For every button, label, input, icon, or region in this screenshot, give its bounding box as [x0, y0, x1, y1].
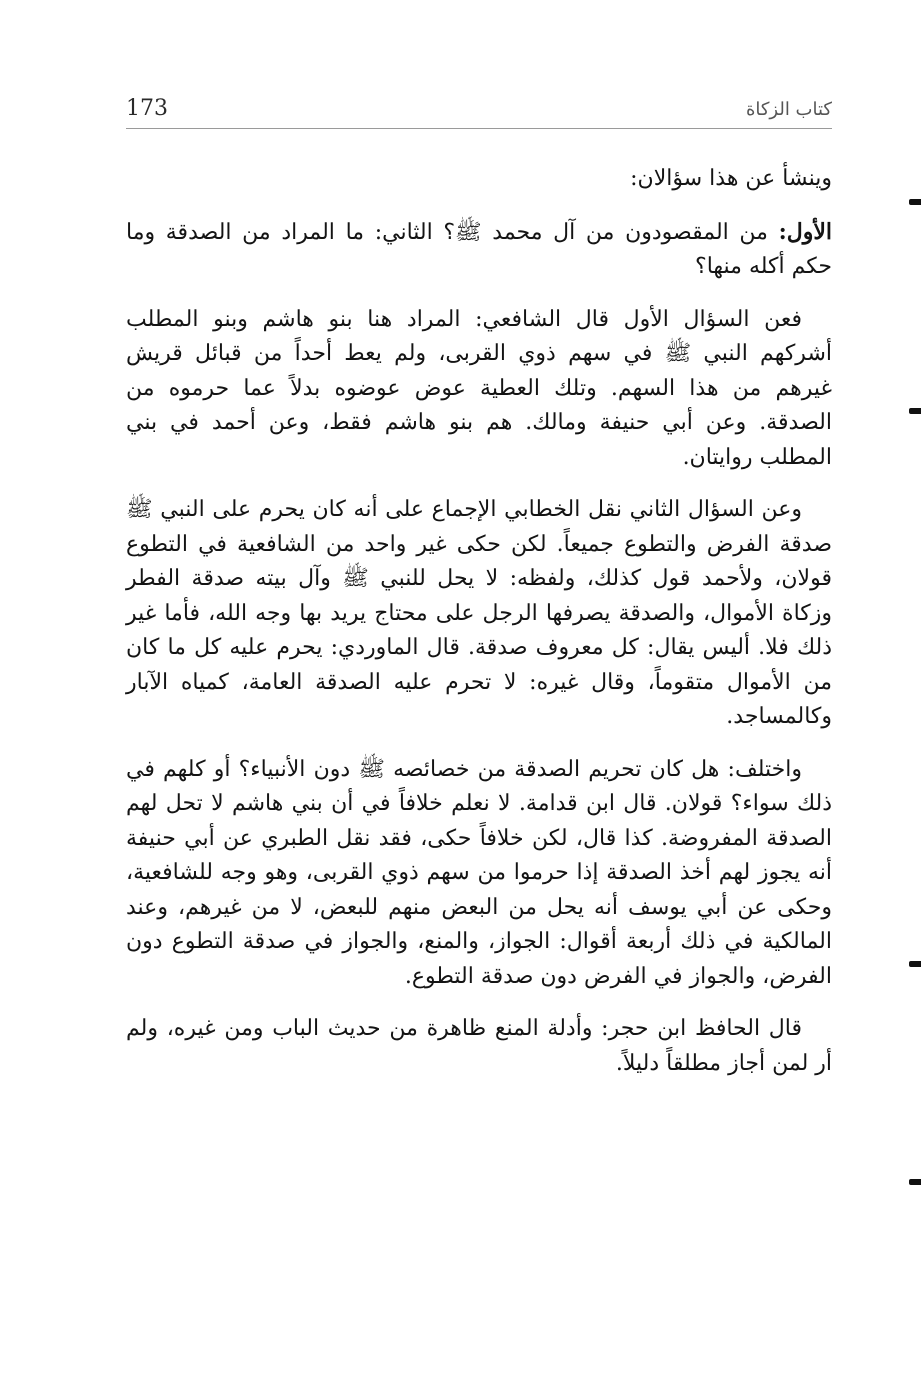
- margin-mark: [909, 961, 921, 967]
- paragraph-ibn-hajar: قال الحافظ ابن حجر: وأدلة المنع ظاهرة من حديث الباب ومن غيره، ولم أر لمن أجاز مطلقاً دليلاً.: [126, 1016, 832, 1076]
- questions-paragraph: [126, 215, 832, 285]
- paragraph-disagreement: واختلف: هل كان تحريم الصدقة من خصائصه ﷺ دون الأنبياء؟ أو كلهم في ذلك سواء؟ قولان. قال ابن قدامة. لا نعلم خلافاً في أن بني هاشم لا تحل لهم الصدقة المفروضة. كذا قال، لكن خلافاً حكى، فقد نقل الطبري عن أبي حنيفة أنه يجوز لهم أخذ الصدقة إذا حرموا من سهم ذوي القربى، وهو وجه للشافعية، وحكى عن أبي يوسف أنه يحل من البعض منهم للبعض، لا من غيرهم، وعند المالكية في ذلك أربعة أقوال: الجواز، والمنع، والجواز في صدقة التطوع دون الفرض، والجواز في الفرض دون صدقة التطوع.: [126, 756, 832, 989]
- questions-text: من المقصودون من آل محمد ﷺ؟ الثاني: ما المراد من الصدقة وما حكم أكله منها؟: [126, 219, 832, 279]
- page-number: 173: [126, 96, 168, 121]
- margin-mark: [909, 1179, 921, 1185]
- page-header: [126, 96, 832, 130]
- margin-mark: [909, 408, 921, 414]
- first-question-label: الأول:: [778, 218, 832, 245]
- intro-line: وينشأ عن هذا سؤالان:: [630, 166, 832, 191]
- header-divider: [126, 128, 832, 129]
- running-title: كتاب الزكاة: [745, 99, 832, 120]
- paragraph-second-answer: وعن السؤال الثاني نقل الخطابي الإجماع على أنه كان يحرم على النبي ﷺ صدقة الفرض والتطوع جميعاً. لكن حكى غير واحد من الشافعية في التطوع قولان، ولأحمد قول كذلك، ولفظه: لا يحل للنبي ﷺ وآل بيته صدقة الفطر وزكاة الأموال، والصدقة يصرفها الرجل على محتاج يريد بها وجه الله، فأما غير ذلك فلا. أليس يقال: كل معروف صدقة. قال الماوردي: يحرم عليه كل ما كان من الأموال متقوماً، وقال غيره: لا تحرم عليه الصدقة العامة، كمياه الآبار وكالمساجد.: [126, 497, 832, 729]
- margin-mark: [909, 199, 921, 205]
- body-text: [126, 162, 832, 1099]
- paragraph-first-answer: فعن السؤال الأول قال الشافعي: المراد هنا بنو هاشم وبنو المطلب أشركهم النبي ﷺ في سهم ذوي القربى، ولم يعط أحداً من قبائل قريش غيرهم من هذا السهم. وتلك العطية عوض عوضوه بدلاً عما حرموه من الصدقة. وعن أبي حنيفة ومالك. هم بنو هاشم فقط، وعن أحمد في بني المطلب روايتان.: [126, 306, 832, 470]
